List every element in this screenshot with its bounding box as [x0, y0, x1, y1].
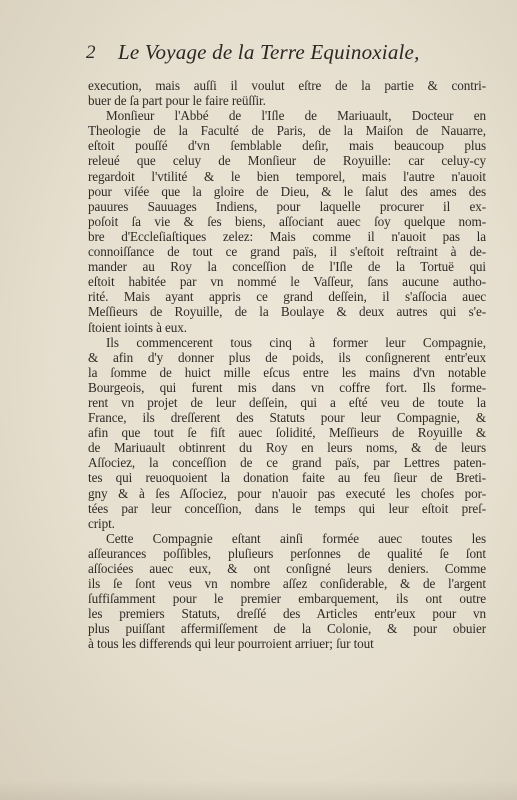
paragraph — [88, 78, 486, 108]
text-line: Bourgeois, qui furent mis dans vn coffre fort. Ils forme- — [88, 379, 486, 395]
paragraph — [88, 335, 486, 531]
text-line: afin que tout ſe fiſt auec ſolidité, Meſſieurs de Royuille & — [88, 425, 486, 441]
text-line: à tous les differends qui leur pourroient arriuer; ſur tout — [88, 636, 374, 652]
text-line: ſuffiſamment pour le premier embarquement, ils ont outre — [88, 591, 486, 607]
text-line: la ſomme de huict mille eſcus entre les mains d'vn notable — [88, 364, 486, 380]
text-line: mander au Roy la conceſſion de l'Iſle de la Tortuë qui — [88, 259, 486, 275]
text-line: execution, mais auſſi il voulut eſtre de la partie & contri- — [88, 78, 486, 93]
text-line: plus puiſſant affermiſſement de la Colonie, & pour obuier — [88, 621, 486, 637]
text-line: bre d'Eccleſiaſtiques zelez: Mais comme il n'auoit pas la — [88, 228, 486, 244]
text-line: tes qui reuoquoient la donation faite au feu ſieur de Breti- — [88, 470, 486, 486]
text-line: les premiers Statuts, dreſſé des Articles entr'eux pour vn — [88, 606, 486, 622]
paragraph — [88, 108, 486, 334]
text-line: aſſociées auec eux, & ont conſigné leurs deniers. Comme — [88, 561, 486, 576]
paragraph — [88, 531, 486, 652]
running-title: Le Voyage de la Terre Equinoxiale, — [118, 40, 420, 64]
text-line: connoiſſance de tout ce grand païs, il s'eſtoit reſtraint à de- — [88, 244, 486, 260]
text-line: buer de ſa part pour le faire reüſſir. — [88, 93, 266, 109]
body-text — [88, 78, 486, 652]
text-line: rité. Mais ayant appris ce grand deſſein, il s'aſſocia auec — [88, 289, 486, 305]
text-line: & afin d'y donner plus de poids, ils conſignerent entr'eux — [88, 349, 486, 365]
text-line: regardoit l'vtilité & le bien temporel, mais l'autre n'auoit — [88, 168, 486, 184]
page-edge-shadow — [0, 780, 517, 800]
text-line: France, ils dreſſerent des Statuts pour leur Compagnie, & — [88, 410, 486, 426]
page-header — [0, 40, 517, 70]
text-line: eſtoit habitée par vn nommé le Vaſſeur, ſans aucune autho- — [88, 274, 486, 290]
text-line: ſtoient ioints à eux. — [88, 319, 187, 335]
text-line: releué que celuy de Monſieur de Royuille: car celuy-cy — [88, 153, 486, 169]
text-line: de Mariuault obtinrent du Roy en leurs noms, & de leurs — [88, 440, 486, 456]
text-line: Theologie de la Faculté de Paris, de la Maiſon de Nauarre, — [88, 123, 486, 139]
text-line: gny & à ſes Aſſociez, pour n'auoir pas executé les choſes por- — [88, 485, 486, 501]
text-line: Monſieur l'Abbé de l'Iſle de Mariuault, Docteur en — [106, 108, 486, 124]
text-line: aſſeurances poſſibles, pluſieurs perſonnes de qualité ſe ſont — [88, 545, 486, 561]
text-line: Ils commencerent tous cinq à former leur Compagnie, — [106, 334, 486, 350]
text-line: Meſſieurs de Royuille, de la Boulaye & deux autres qui s'e- — [88, 304, 486, 320]
text-line: poſoit ſa vie & ſes biens, aſſociant auec ſoy quelque nom- — [88, 213, 486, 229]
text-line: eſtoit pouſſé d'vn ſemblable deſir, mais beaucoup plus — [88, 138, 486, 154]
text-line: rent vn projet de leur deſſein, qui a eſté veu de toute la — [88, 394, 486, 410]
text-line: Cette Compagnie eſtant ainſi formée auec toutes les — [106, 530, 486, 546]
page-number: 2 — [86, 42, 96, 63]
text-line: pour viſée que la gloire de Dieu, & le ſalut des ames des — [88, 183, 486, 199]
text-line: cript. — [88, 515, 115, 531]
text-line: Aſſociez, la conceſſion de ce grand païs, par Lettres paten- — [88, 455, 486, 471]
text-line: tées par leur conceſſion, dans le temps qui leur eſtoit preſ- — [88, 500, 486, 516]
text-line: pauures Sauuages Indiens, pour laquelle procurer il ex- — [88, 198, 486, 214]
text-line: ils ſe ſont veus vn nombre aſſez conſiderable, & de l'argent — [88, 576, 486, 592]
